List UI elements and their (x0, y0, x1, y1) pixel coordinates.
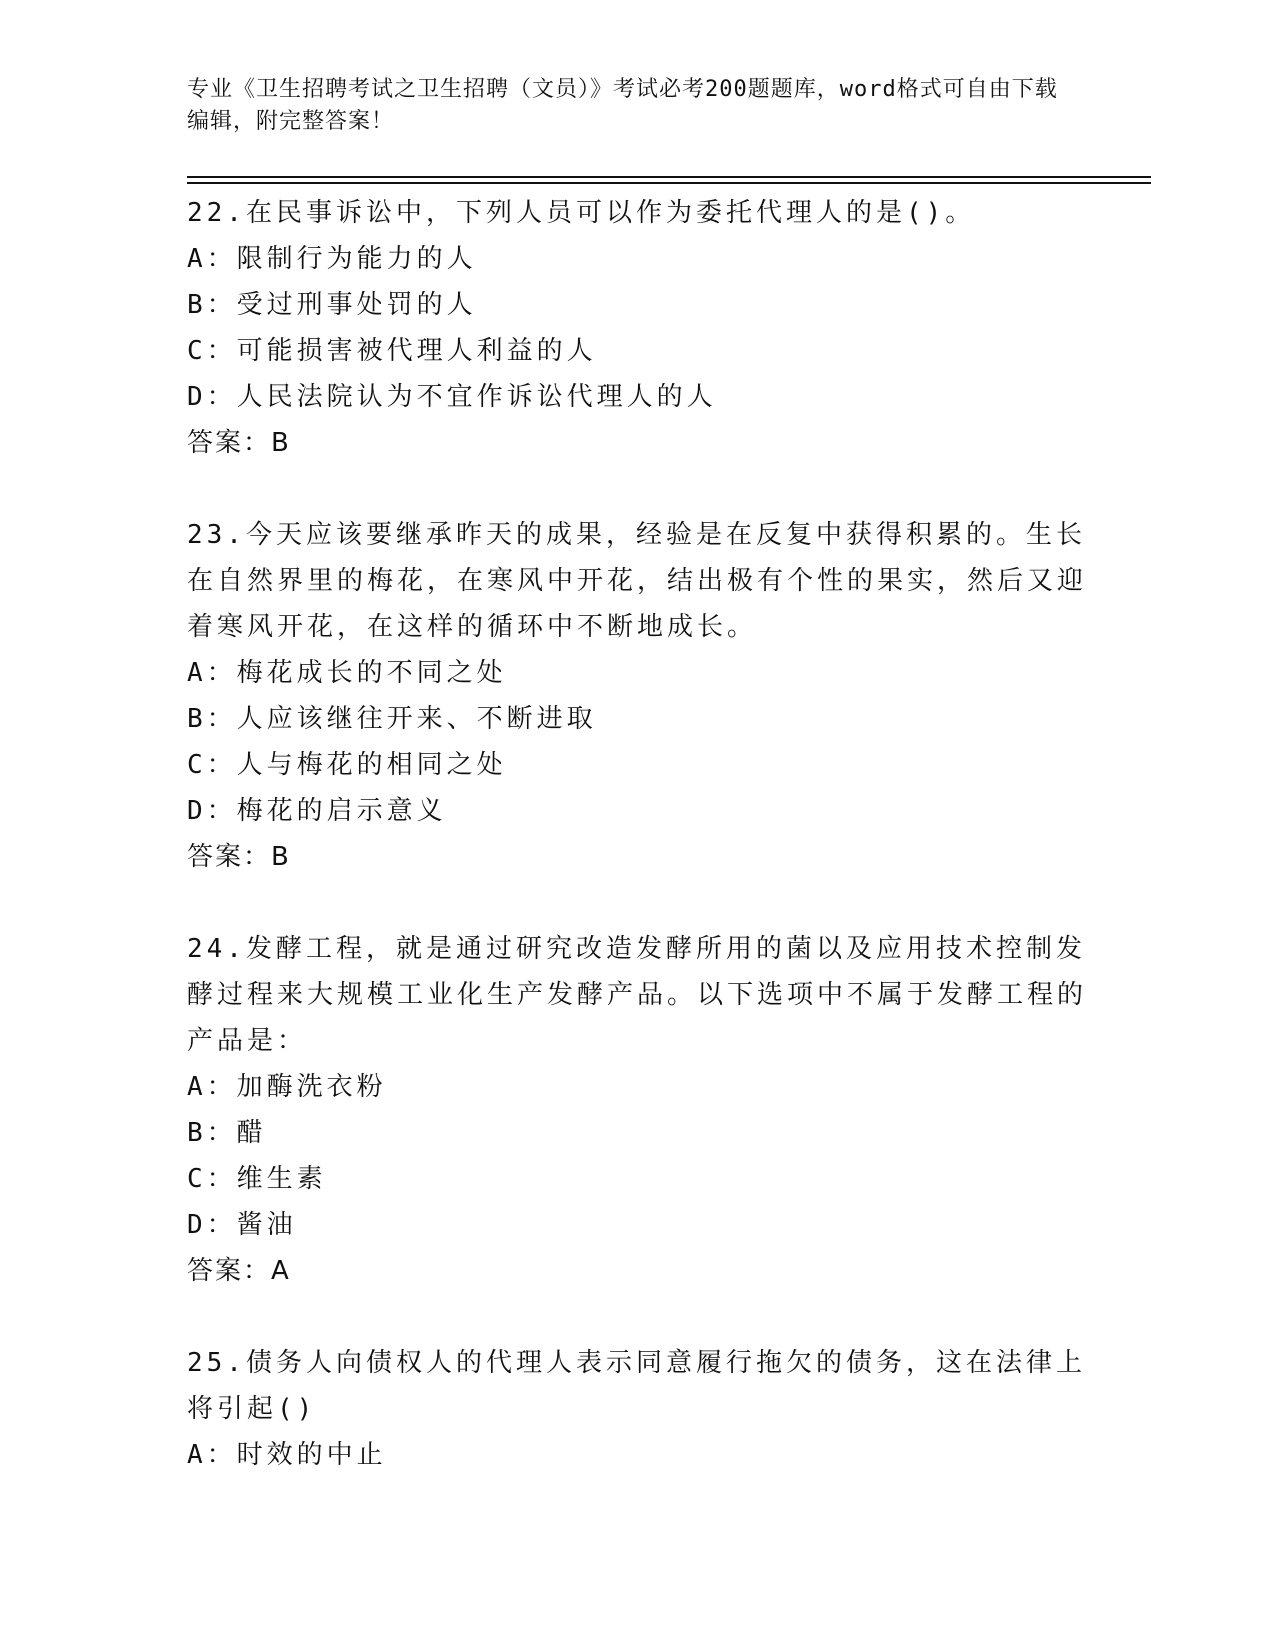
option-b: B：醋 (187, 1118, 267, 1148)
question-list (187, 190, 1087, 1524)
question-25 (187, 1340, 1087, 1478)
option-a: A：梅花成长的不同之处 (187, 658, 507, 688)
question-stem: 25.债务人向债权人的代理人表示同意履行拖欠的债务，这在法律上将引起() (187, 1348, 1086, 1424)
question-24 (187, 926, 1087, 1294)
answer-line: 答案：B (187, 842, 291, 872)
question-stem: 23.今天应该要继承昨天的成果，经验是在反复中获得积累的。生长在自然界里的梅花，在寒风中开花，结出极有个性的果实，然后又迎着寒风开花，在这样的循环中不断地成长。 (187, 520, 1088, 642)
option-d: D：酱油 (187, 1210, 297, 1240)
header-divider-top (187, 176, 1151, 178)
option-d: D：梅花的启示意义 (187, 796, 447, 826)
option-a: A：限制行为能力的人 (187, 244, 477, 274)
option-c: C：维生素 (187, 1164, 327, 1194)
question-23 (187, 512, 1087, 880)
document-header: 专业《卫生招聘考试之卫生招聘（文员）》考试必考200题题库，word格式可自由下载编辑，附完整答案！ (187, 77, 1058, 134)
option-a: A：时效的中止 (187, 1440, 387, 1470)
answer-line: 答案：B (187, 428, 291, 458)
option-b: B：人应该继往开来、不断进取 (187, 704, 597, 734)
option-a: A：加酶洗衣粉 (187, 1072, 387, 1102)
option-d: D：人民法院认为不宜作诉讼代理人的人 (187, 382, 717, 412)
option-b: B：受过刑事处罚的人 (187, 290, 477, 320)
question-stem: 24.发酵工程，就是通过研究改造发酵所用的菌以及应用技术控制发酵过程来大规模工业化生产发酵产品。以下选项中不属于发酵工程的产品是： (187, 934, 1088, 1056)
answer-line: 答案：A (187, 1256, 291, 1286)
option-c: C：人与梅花的相同之处 (187, 750, 507, 780)
header-divider-bottom (187, 182, 1151, 184)
question-stem: 22.在民事诉讼中，下列人员可以作为委托代理人的是()。 (187, 198, 976, 228)
question-22 (187, 190, 1087, 466)
option-c: C：可能损害被代理人利益的人 (187, 336, 597, 366)
